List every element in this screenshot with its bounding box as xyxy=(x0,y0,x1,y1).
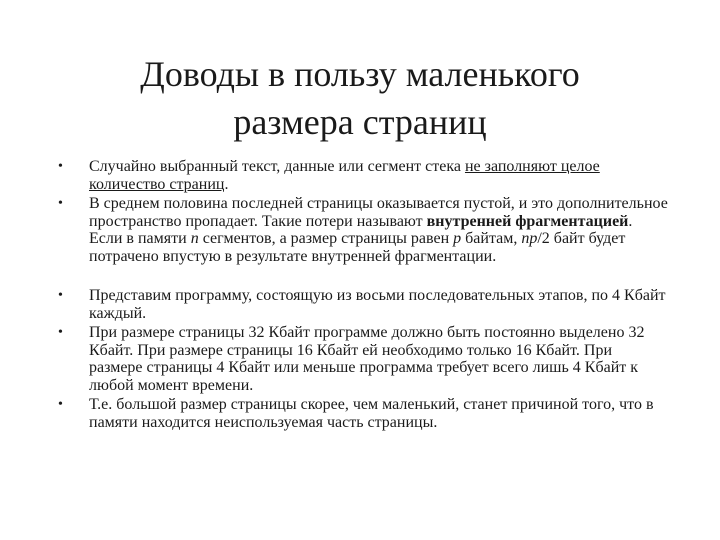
bullet-2-continuation xyxy=(89,230,668,265)
bullet-1-underlined-text: не заполняют целое количество страниц xyxy=(89,158,600,193)
slide-title xyxy=(60,50,660,146)
bullet-1-text: Случайно выбранный текст, данные или сегмент стека xyxy=(89,158,465,175)
bullet-marker: • xyxy=(58,325,63,340)
bullet-2-cont-text: сегментов, а размер страницы равен xyxy=(198,230,454,247)
bullet-5-text: Т.е. большой размер страницы скорее, чем маленький, станет причиной того, что в памяти находится неиспользуемая часть страницы. xyxy=(89,396,654,431)
variable-p: p xyxy=(453,230,462,247)
variable-np: np xyxy=(521,230,538,247)
bullet-item-3 xyxy=(58,287,668,322)
bullet-marker: • xyxy=(58,288,63,303)
bullet-marker: • xyxy=(58,196,63,211)
bullet-2-period: . xyxy=(628,212,633,230)
bullet-2-cont-text: /2 байт будет потрачено впустую в результате внутренней фрагментации. xyxy=(89,230,626,265)
title-line-2: размера страниц xyxy=(233,102,487,142)
bullet-2-cont-text: байтам, xyxy=(461,230,522,247)
bullet-item-2 xyxy=(58,195,668,265)
bullet-3-text: Представим программу, состоящую из восьми последовательных этапов, по 4 Кбайт каждый. xyxy=(89,287,666,322)
bullet-4-text: При размере страницы 32 Кбайт программе должно быть постоянно выделено 32 Кбайт. При размере страницы 16 Кбайт ей необходимо только 16 Кбайт. При размере страницы 4 Кбайт или меньше программа требует всего лишь 4 Кбайт к любой момент времени. xyxy=(89,324,645,394)
bullet-2-cont-text: Если в памяти xyxy=(89,230,191,247)
bullet-list xyxy=(58,158,668,433)
bullet-item-4 xyxy=(58,324,668,394)
bullet-item-5 xyxy=(58,396,668,431)
bullet-marker: • xyxy=(58,397,63,412)
bullet-2-text: В среднем половина последней страницы оказывается пустой, и это дополнительное пространство пропадает. Такие потери называют xyxy=(89,195,668,230)
bullet-1-period: . xyxy=(224,175,229,193)
bullet-item-1 xyxy=(58,158,668,193)
bullet-marker: • xyxy=(58,159,63,174)
title-line-1: Доводы в пользу маленького xyxy=(140,54,580,94)
bullet-2-bold-term: внутренней фрагментацией xyxy=(426,212,629,230)
variable-n: n xyxy=(190,230,199,247)
